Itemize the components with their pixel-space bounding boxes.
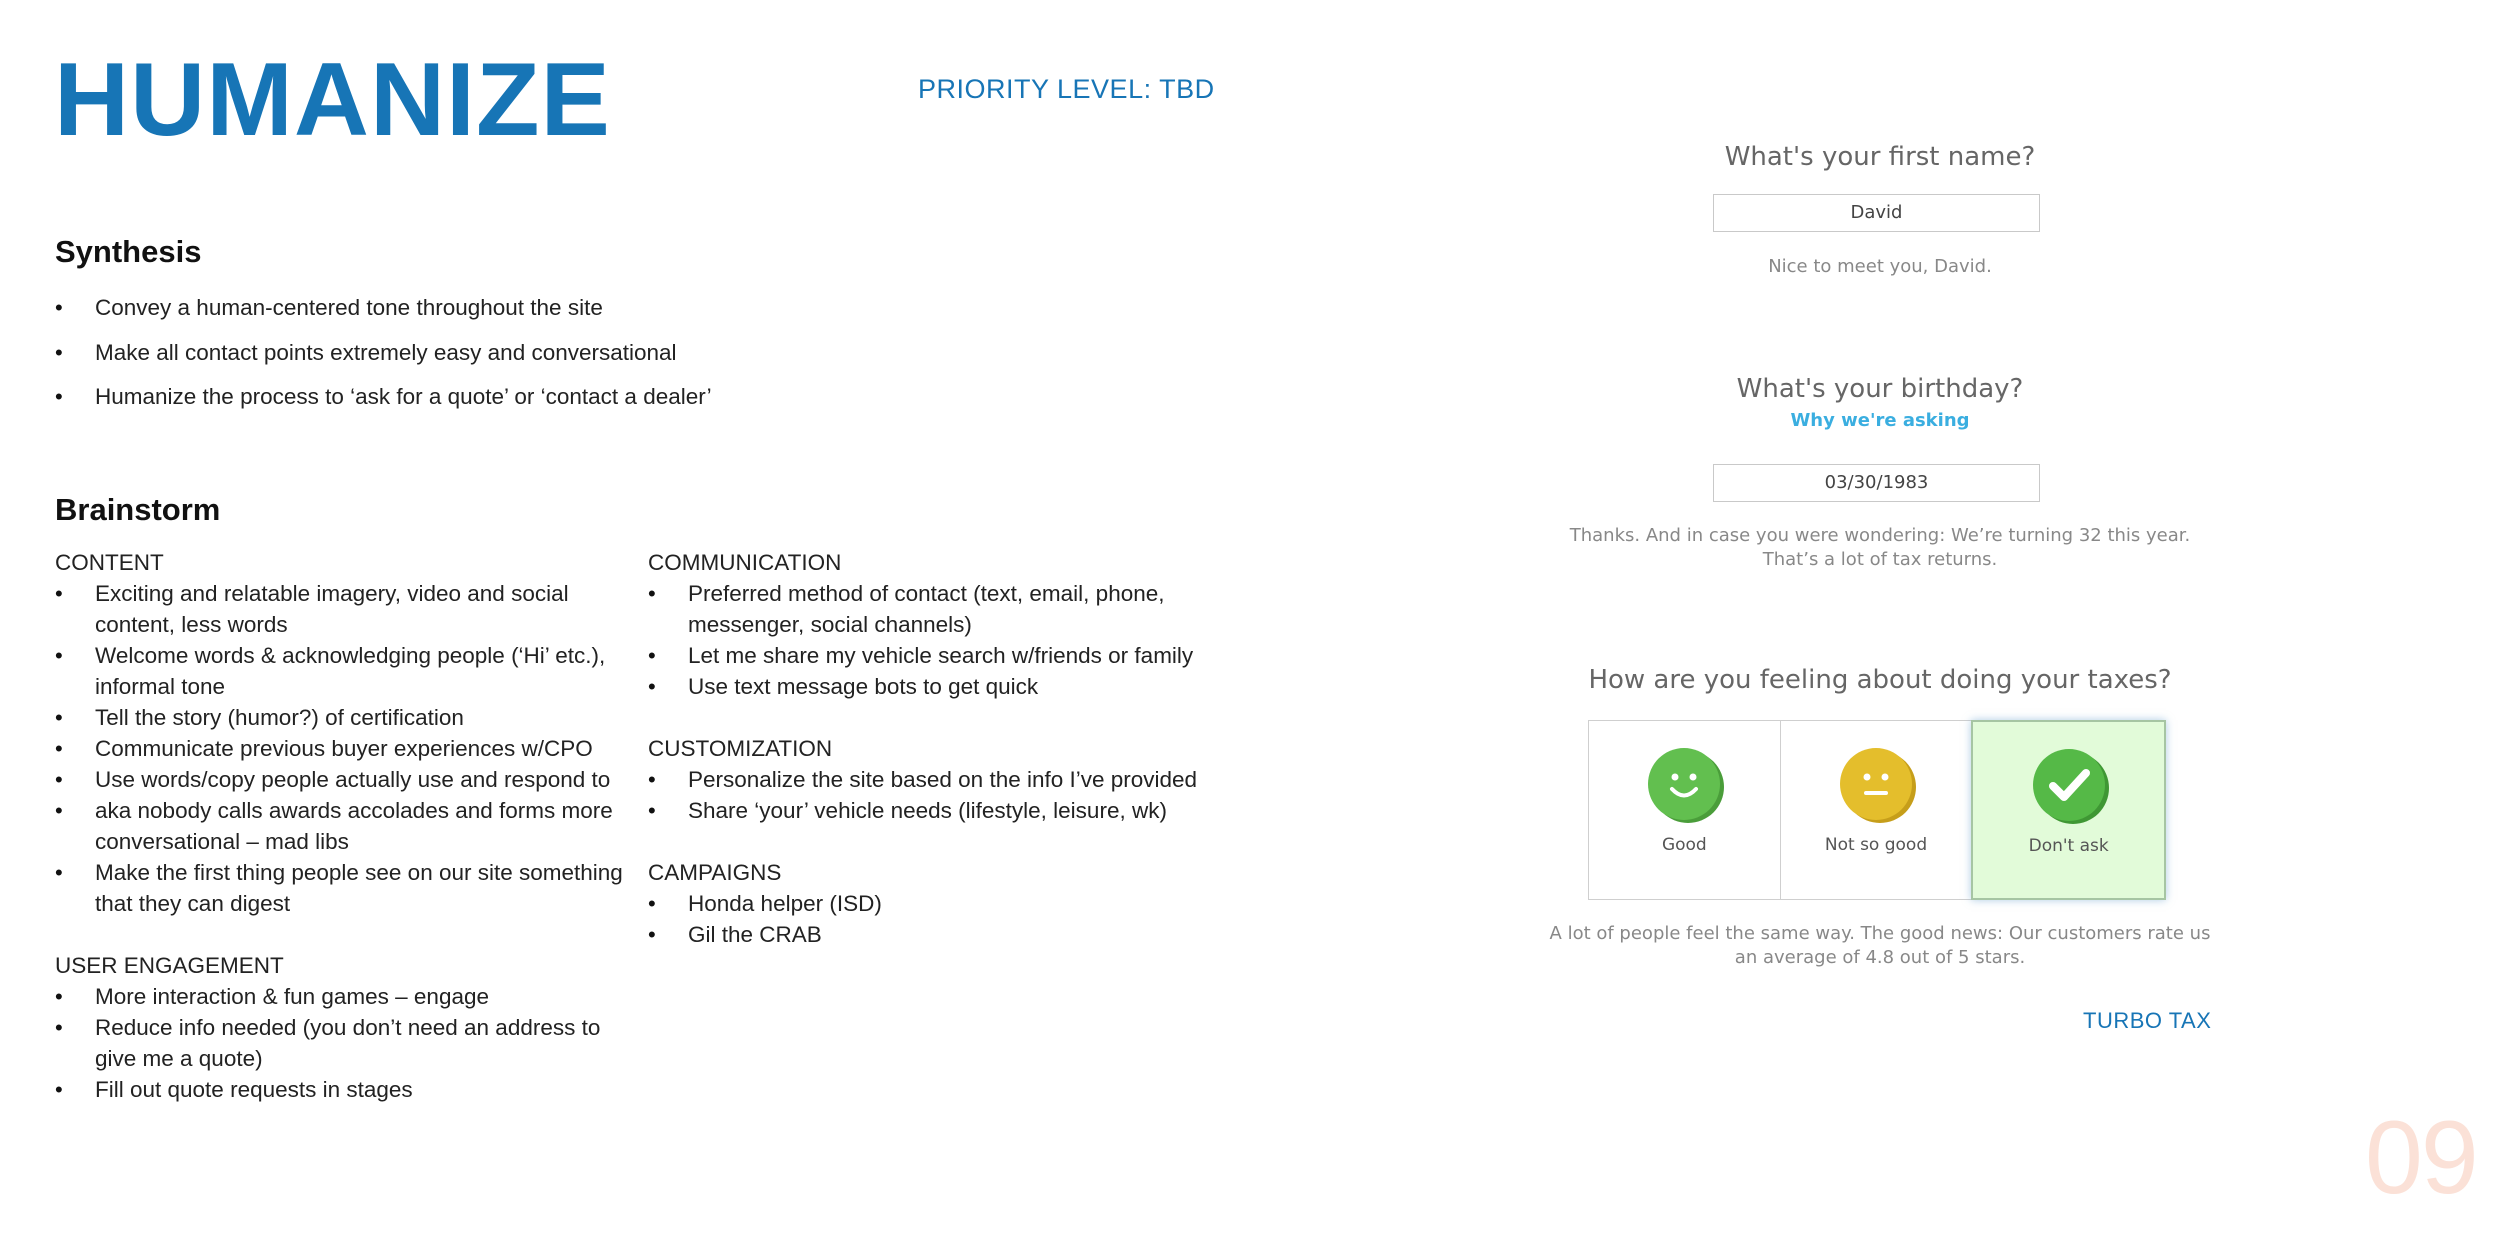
first-name-input[interactable]: David (1713, 194, 2040, 232)
birthday-question: What's your birthday? (1736, 374, 2024, 404)
list-item: • Reduce info needed (you don’t need an address to give me a quote) (55, 1012, 635, 1074)
choice-good[interactable] (1588, 720, 1780, 900)
list-item: • Honda helper (ISD) (648, 888, 1238, 919)
list-item: • Communicate previous buyer experiences w/CPO (55, 733, 635, 764)
list-item: • Share ‘your’ vehicle needs (lifestyle, leisure, wk) (648, 795, 1238, 826)
why-we-are-asking-link[interactable]: Why we're asking (1790, 410, 1970, 431)
birthday-input[interactable]: 03/30/1983 (1713, 464, 2040, 502)
feeling-note: A lot of people feel the same way. The good news: Our customers rate us an average of 4.8 out of 5 stars. (1549, 923, 2211, 968)
group-label: USER ENGAGEMENT (55, 953, 284, 978)
synthesis-heading: Synthesis (55, 234, 202, 269)
list-item: • Preferred method of contact (text, email, phone, messenger, social channels) (648, 578, 1238, 640)
feeling-question: How are you feeling about doing your taxes? (1588, 665, 2172, 695)
first-name-question: What's your first name? (1724, 142, 2036, 172)
list-item: • Tell the story (humor?) of certification (55, 702, 635, 733)
campaigns-group (648, 857, 1238, 950)
neutral-face-icon (1840, 748, 1912, 820)
list-item: • More interaction & fun games – engage (55, 981, 635, 1012)
brainstorm-column-left (55, 547, 635, 1136)
page-title: HUMANIZE (54, 42, 611, 158)
list-item: • Use words/copy people actually use and respond to (55, 764, 635, 795)
checkmark-circle-icon (2033, 749, 2105, 821)
communication-group (648, 547, 1238, 702)
synthesis-list (55, 292, 955, 426)
list-item: • aka nobody calls awards accolades and forms more conversational – mad libs (55, 795, 635, 857)
list-item: • Humanize the process to ‘ask for a quote’ or ‘contact a dealer’ (55, 381, 955, 412)
list-item: • Convey a human-centered tone throughout the site (55, 292, 955, 323)
list-item: • Gil the CRAB (648, 919, 1238, 950)
list-item: • Use text message bots to get quick (648, 671, 1238, 702)
brainstorm-heading: Brainstorm (55, 492, 221, 527)
smile-face-icon (1648, 748, 1720, 820)
content-group (55, 547, 635, 919)
group-label: CONTENT (55, 550, 164, 575)
list-item: • Make all contact points extremely easy and conversational (55, 337, 955, 368)
list-item: • Exciting and relatable imagery, video and social content, less words (55, 578, 635, 640)
feeling-choices (1588, 720, 2166, 900)
list-item: • Fill out quote requests in stages (55, 1074, 635, 1105)
priority-level: PRIORITY LEVEL: TBD (918, 74, 1215, 104)
list-item: • Personalize the site based on the info I’ve provided (648, 764, 1238, 795)
group-label: CUSTOMIZATION (648, 736, 833, 761)
brainstorm-column-right (648, 547, 1238, 981)
choice-label: Good (1661, 835, 1707, 855)
source-label: TURBO TAX (2083, 1008, 2212, 1033)
user-engagement-group (55, 950, 635, 1105)
customization-group (648, 733, 1238, 826)
first-name-note: Nice to meet you, David. (1768, 256, 1992, 277)
choice-not-so-good[interactable] (1780, 720, 1972, 900)
choice-label: Don't ask (2028, 836, 2109, 856)
list-item: • Let me share my vehicle search w/friends or family (648, 640, 1238, 671)
list-item: • Make the first thing people see on our site something that they can digest (55, 857, 635, 919)
birthday-note: Thanks. And in case you were wondering: We’re turning 32 this year. That’s a lot of tax returns. (1569, 525, 2191, 570)
choice-dont-ask[interactable] (1971, 720, 2166, 900)
list-item: • Welcome words & acknowledging people (‘Hi’ etc.), informal tone (55, 640, 635, 702)
page-number: 09 (2365, 1100, 2477, 1216)
choice-label: Not so good (1824, 835, 1928, 855)
group-label: CAMPAIGNS (648, 860, 782, 885)
group-label: COMMUNICATION (648, 550, 842, 575)
